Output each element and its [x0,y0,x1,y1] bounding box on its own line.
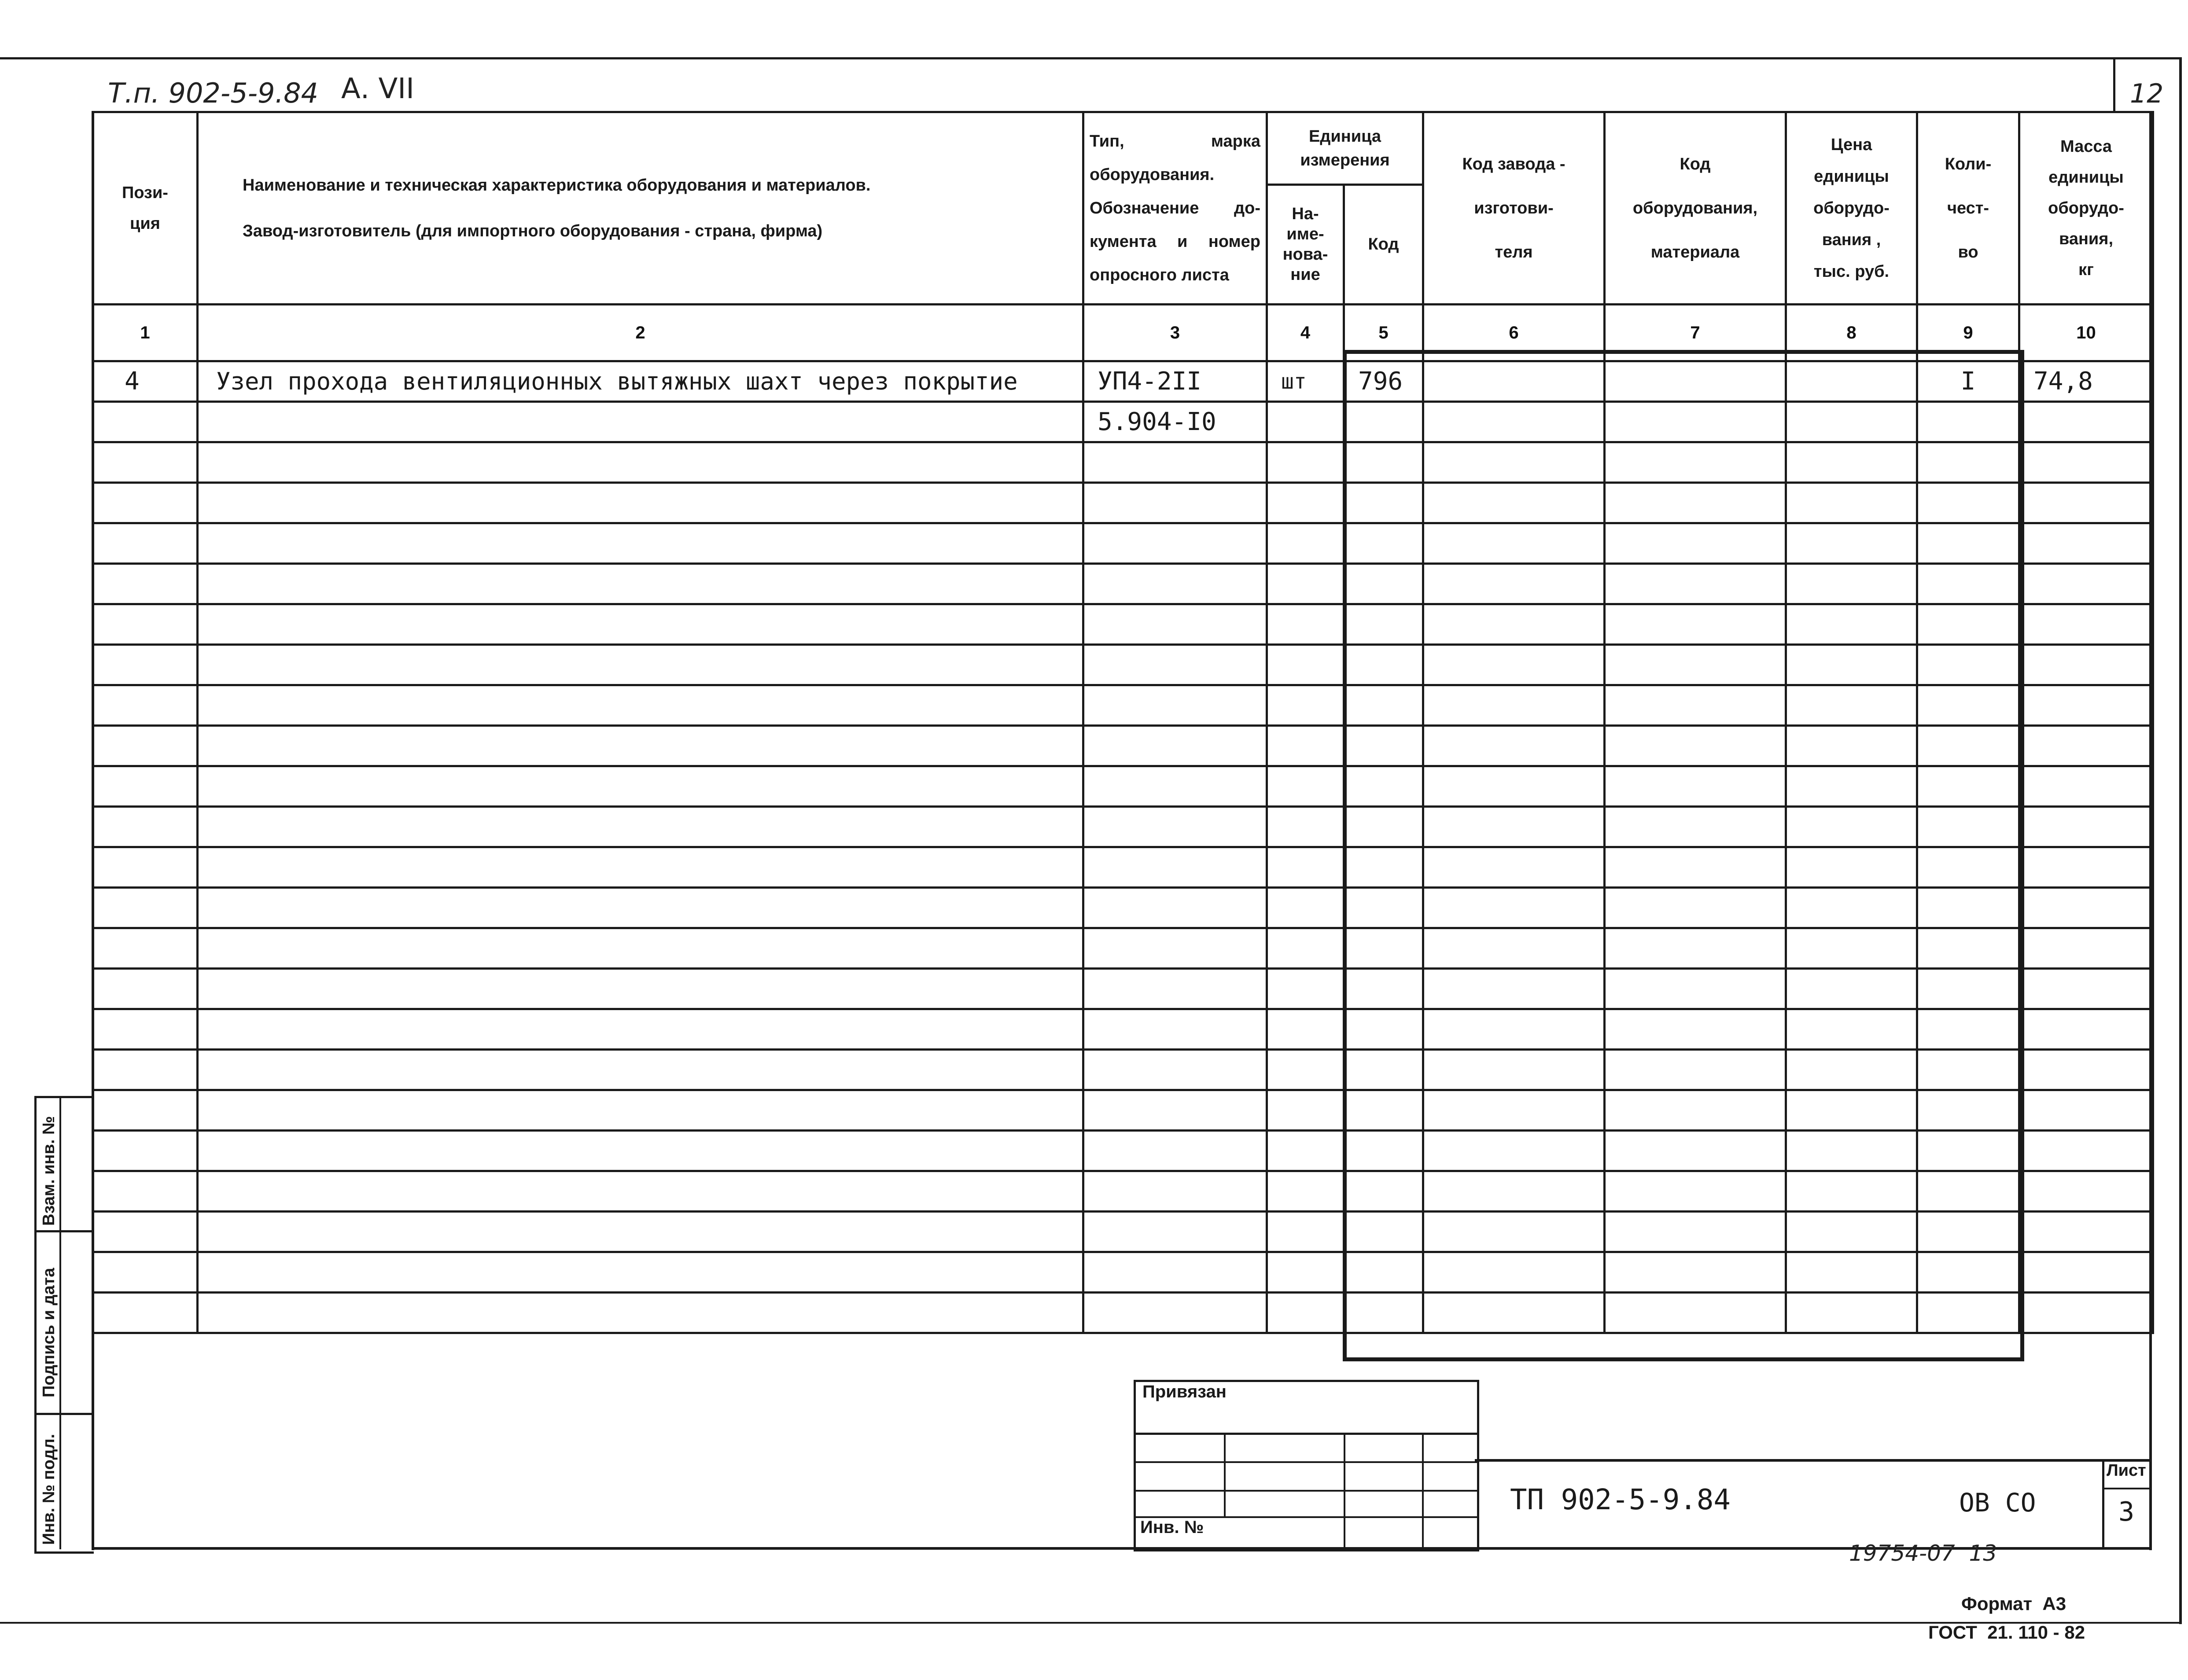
empty-cell [2019,847,2153,888]
empty-cell [93,1050,198,1090]
empty-cell [1267,483,1344,523]
empty-cell [2019,1212,2153,1252]
empty-cell [1267,1009,1344,1050]
empty-cell [1267,726,1344,766]
empty-cell [1267,645,1344,685]
empty-cell [2019,1090,2153,1131]
cell-unit-code: 796 [1344,361,1423,402]
empty-cell [198,847,1083,888]
album-number: А. VII [341,73,414,105]
empty-cell [93,1131,198,1171]
empty-cell [198,1212,1083,1252]
empty-cell [198,1090,1083,1131]
bottom-frame-line [0,1622,2181,1624]
bold-frame-columns-5-9 [1343,350,2024,1361]
empty-cell [1083,1131,1267,1171]
empty-cell [93,442,198,483]
empty-cell [93,604,198,645]
col-header-name [198,112,1083,305]
empty-cell [1083,1252,1267,1293]
cell-mass [2019,402,2153,442]
empty-cell [2019,807,2153,847]
empty-cell [2019,685,2153,726]
empty-cell [1267,523,1344,564]
col-header-factory-code: Код завода - изготови- теля [1423,112,1605,305]
empty-cell [198,1171,1083,1212]
empty-cell [93,969,198,1009]
col-header-unit-name: На- име- нова- ние [1267,184,1344,304]
empty-cell [2019,483,2153,523]
cell-position: 4 [93,361,198,402]
empty-cell [2019,523,2153,564]
empty-cell [93,645,198,685]
column-number: 4 [1267,305,1344,361]
empty-cell [1083,1212,1267,1252]
side-stamp-inv: Инв. № подл. [40,1434,58,1545]
empty-cell [2019,442,2153,483]
empty-cell [198,726,1083,766]
table-bottom-line [92,1547,2152,1550]
col-header-quantity: Коли- чест- во [1917,112,2019,305]
empty-cell [1083,1293,1267,1333]
empty-cell [1267,1252,1344,1293]
empty-cell [2019,564,2153,604]
empty-cell [1267,928,1344,969]
gost-label: ГОСТ 21. 110 - 82 [1928,1622,2085,1643]
empty-cell [198,888,1083,928]
column-number: 10 [2019,305,2153,361]
empty-cell [198,564,1083,604]
empty-cell [93,1212,198,1252]
empty-cell [2019,888,2153,928]
empty-cell [198,483,1083,523]
sheet-label: Лист [2107,1461,2146,1480]
empty-cell [1083,604,1267,645]
empty-cell [1083,1009,1267,1050]
empty-cell [1083,564,1267,604]
empty-cell [1267,969,1344,1009]
empty-cell [198,1050,1083,1090]
empty-cell [93,1090,198,1131]
col-header-name-line1: Наименование и техническая характеристика оборудования и материалов. [243,176,871,195]
sheet-number: 3 [2118,1496,2135,1527]
inv-no-label: Инв. № [1140,1518,1204,1537]
empty-cell [198,1131,1083,1171]
empty-cell [1083,1050,1267,1090]
doc-code-title [1510,1483,1731,1516]
empty-cell [93,483,198,523]
privyazan-line [1134,1461,1477,1463]
empty-cell [198,1009,1083,1050]
empty-cell [93,928,198,969]
empty-cell [2019,1293,2153,1333]
empty-cell [1083,847,1267,888]
empty-cell [93,523,198,564]
empty-cell [1267,847,1344,888]
cell-type: 5.904-I0 [1083,402,1267,442]
privyazan-line [1134,1433,1477,1435]
empty-cell [1267,685,1344,726]
column-number: 6 [1423,305,1605,361]
empty-cell [198,523,1083,564]
empty-cell [93,847,198,888]
empty-cell [2019,645,2153,685]
empty-cell [2019,766,2153,807]
empty-cell [93,564,198,604]
empty-cell [93,685,198,726]
empty-cell [198,685,1083,726]
empty-cell [93,1009,198,1050]
empty-cell [2019,1009,2153,1050]
title-block-top-line [1475,1459,2151,1462]
empty-cell [2019,1171,2153,1212]
empty-cell [93,766,198,807]
empty-cell [1083,807,1267,847]
cell-position [93,402,198,442]
empty-cell [2019,1050,2153,1090]
doc-mark: ОВ СО [1959,1488,2036,1518]
cell-mass: 74,8 [2019,361,2153,402]
cell-quantity: I [1917,361,2019,402]
privyazan-col [1344,1433,1345,1547]
empty-cell [2019,1252,2153,1293]
page-number: 12 [2130,78,2164,109]
side-stamp-divider [34,1230,92,1232]
empty-cell [1083,1090,1267,1131]
side-stamp-vzam: Взам. инв. № [40,1116,58,1226]
empty-cell [1083,685,1267,726]
doc-code-text: ТП 902-5-9.84 [1510,1484,1731,1516]
privyazan-label: Привязан [1142,1382,1227,1401]
cell-unit [1267,402,1344,442]
empty-cell [1267,604,1344,645]
empty-cell [1267,1171,1344,1212]
empty-cell [1267,1050,1344,1090]
empty-cell [1267,766,1344,807]
empty-cell [2019,1131,2153,1171]
col-header-price: Цена единицы оборудо- вания , тыс. руб. [1786,112,1917,305]
empty-cell [93,726,198,766]
col-header-position: Пози- ция [93,112,198,305]
empty-cell [198,766,1083,807]
empty-cell [2019,969,2153,1009]
privyazan-col [1422,1433,1424,1547]
empty-cell [1267,807,1344,847]
empty-cell [1083,645,1267,685]
inner-right-line [2149,111,2152,1550]
col-header-unit-group: Единица измерения [1267,112,1423,185]
empty-cell [198,1252,1083,1293]
empty-cell [198,442,1083,483]
column-number: 5 [1344,305,1423,361]
empty-cell [93,1293,198,1333]
column-number: 7 [1605,305,1786,361]
sheet-box-divider [2102,1488,2151,1489]
cell-name [198,402,1083,442]
empty-cell [2019,726,2153,766]
empty-cell [1267,1293,1344,1333]
top-frame-line [0,57,2181,59]
empty-cell [93,1252,198,1293]
empty-cell [1083,969,1267,1009]
empty-cell [1267,1131,1344,1171]
empty-cell [93,888,198,928]
column-number: 9 [1917,305,2019,361]
empty-cell [2019,928,2153,969]
column-number: 8 [1786,305,1917,361]
empty-cell [93,807,198,847]
right-frame-line [2179,57,2182,1624]
empty-cell [1083,928,1267,969]
side-stamp-divider [59,1096,61,1549]
privyazan-line [1134,1490,1477,1492]
empty-cell [198,928,1083,969]
empty-cell [1267,1090,1344,1131]
archive-number: 19754-07 13 [1849,1540,1997,1566]
col-header-unit-code: Код [1344,184,1423,304]
empty-cell [1083,766,1267,807]
cell-unit: шт [1267,361,1344,402]
empty-cell [1083,523,1267,564]
column-number: 3 [1083,305,1267,361]
empty-cell [93,1171,198,1212]
col-header-mass: Масса единицы оборудо- вания, кг [2019,112,2153,305]
side-stamp-podpis: Подпись и дата [40,1268,58,1397]
column-number: 2 [198,305,1083,361]
empty-cell [198,1293,1083,1333]
col-header-equipment-code: Код оборудования, материала [1605,112,1786,305]
empty-cell [1083,1171,1267,1212]
empty-cell [1267,888,1344,928]
empty-cell [2019,604,2153,645]
empty-cell [198,969,1083,1009]
cell-type: УП4-2II [1083,361,1267,402]
column-number: 1 [93,305,198,361]
col-header-type: Тип, марка оборудования. Обозначение до- кумента и номер опросного листа [1083,112,1267,305]
empty-cell [1083,726,1267,766]
side-stamp-divider [34,1413,92,1415]
empty-cell [198,645,1083,685]
empty-cell [1083,442,1267,483]
format-label: Формат А3 [1961,1593,2066,1614]
empty-cell [198,604,1083,645]
empty-cell [1267,564,1344,604]
doc-code-handwritten: Т.п. 902-5-9.84 [108,77,319,109]
empty-cell [1083,888,1267,928]
empty-cell [1083,483,1267,523]
empty-cell [1267,1212,1344,1252]
empty-cell [1267,442,1344,483]
col-header-name-line2: Завод-изготовитель (для импортного оборудования - страна, фирма) [243,222,823,240]
cell-name: Узел прохода вентиляционных вытяжных шахт через покрытие [198,361,1083,402]
privyazan-col [1224,1433,1226,1516]
empty-cell [198,807,1083,847]
